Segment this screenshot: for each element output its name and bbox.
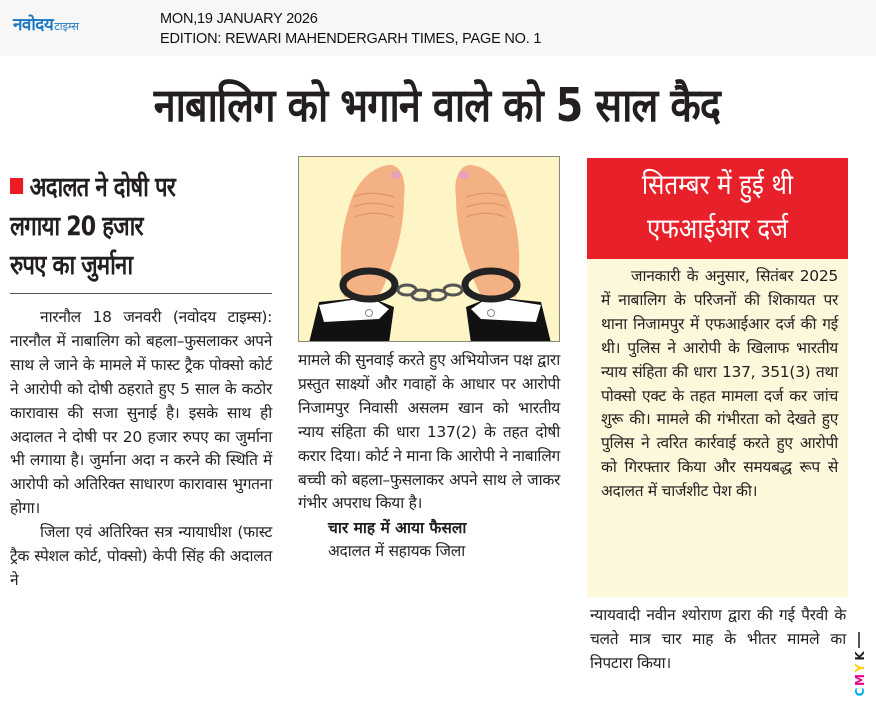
subhead-line-2: लगाया 20 हजार [10,211,143,242]
handcuffed-hands-illustration-icon [299,157,560,342]
subhead-block [10,168,272,285]
subhead-divider [10,293,272,294]
left-paragraph-1: नारनौल 18 जनवरी (नवोदय टाइम्स): नारनौल में नाबालिग को बहला–फुसलाकर अपने साथ ले जाने के मामले में फास्ट ट्रैक पोक्सो कोर्ट ने आरोपी को दोषी ठहराते हुए 5 साल के कठोर कारावास की सजा सुनाई है। इसके साथ ही अदालत ने दोषी पर 20 हजार रुपए का जुर्माना भी लगाया है। जुर्माना अदा न करने की स्थिति में आरोपी को अतिरिक्त साधारण कारावास भुगतना होगा। [10,308,272,518]
cmyk-c: C [853,687,867,697]
left-column-body [10,306,272,593]
red-square-bullet-icon [10,178,23,194]
subheadline [10,168,281,285]
logo-main-text: नवोदय [13,15,54,35]
subhead-line-3: रुपए का जुर्माना [10,250,133,281]
masthead-bar [0,0,876,56]
left-paragraph-2: जिला एवं अतिरिक्त सत्र न्यायाधीश (फास्ट ट्रैक स्पेशल कोर्ट, पोक्सो) केपी सिंह की अदालत ने [10,523,272,589]
cmyk-k: K [853,651,867,661]
newspaper-logo[interactable] [13,12,79,35]
center-column-body [298,349,560,564]
right-column-continuation [590,604,846,676]
cmyk-registration-mark [852,650,868,700]
issue-date: MON,19 JANUARY 2026 [160,11,318,27]
cmyk-y: Y [853,663,867,673]
center-paragraph-1: मामले की सुनवाई करते हुए अभियोजन पक्ष द्वारा प्रस्तुत साक्ष्यों और गवाहों के आधार पर आरोपी निजामपुर निवासी असलम खान को भारतीय न्याय संहिता की धारा 137(2) के तहत दोषी करार दिया। कोर्ट ने माना कि आरोपी ने नाबालिग बच्ची को बहला–फुसलाकर अपने साथ ले जाकर गंभीर अपराध किया है। [298,351,560,513]
crosshead: चार माह में आया फैसला [328,519,467,538]
crop-mark [858,632,860,648]
edition-meta [160,9,541,49]
page-headline: नाबालिग को भगाने वाले को 5 साल कैद [153,78,721,132]
sidebar-title-line-2: एफआईआर दर्ज [646,212,789,245]
subhead-line-1: अदालत ने दोषी पर [29,172,175,203]
sidebar-title-line-1: सितम्बर में हुई थी [641,168,794,201]
logo-sub-text: टाइम्स [54,20,79,33]
sidebar-body-box [587,259,848,597]
edition-info: EDITION: REWARI MAHENDERGARH TIMES, PAGE NO. 1 [160,31,542,47]
right-continuation-paragraph: न्यायवादी नवीन श्योराण द्वारा की गई पैरवी के चलते मात्र चार माह के भीतर मामले का निपटारा किया। [590,606,846,672]
sidebar-paragraph: जानकारी के अनुसार, सितंबर 2025 में नाबालिग के परिजनों की शिकायत पर थाना निजामपुर में एफआईआर दर्ज की गई थी। पुलिस ने आरोपी के खिलाफ भारतीय न्याय संहिता की धारा 137, 351(3) तथा पोक्सो एक्ट के तहत मामला दर्ज कर जांच शुरू की। मामले की गंभीरता को देखते हुए पुलिस ने त्वरित कार्रवाई करते हुए आरोपी को गिरफ्तार किया और समयबद्ध रूप से अदालत में चार्जशीट पेश की। [601,267,838,501]
center-paragraph-2: अदालत में सहायक जिला [328,542,465,561]
sidebar-title-box [587,158,848,259]
handcuffs-photo [298,156,560,342]
cmyk-m: M [853,674,867,686]
